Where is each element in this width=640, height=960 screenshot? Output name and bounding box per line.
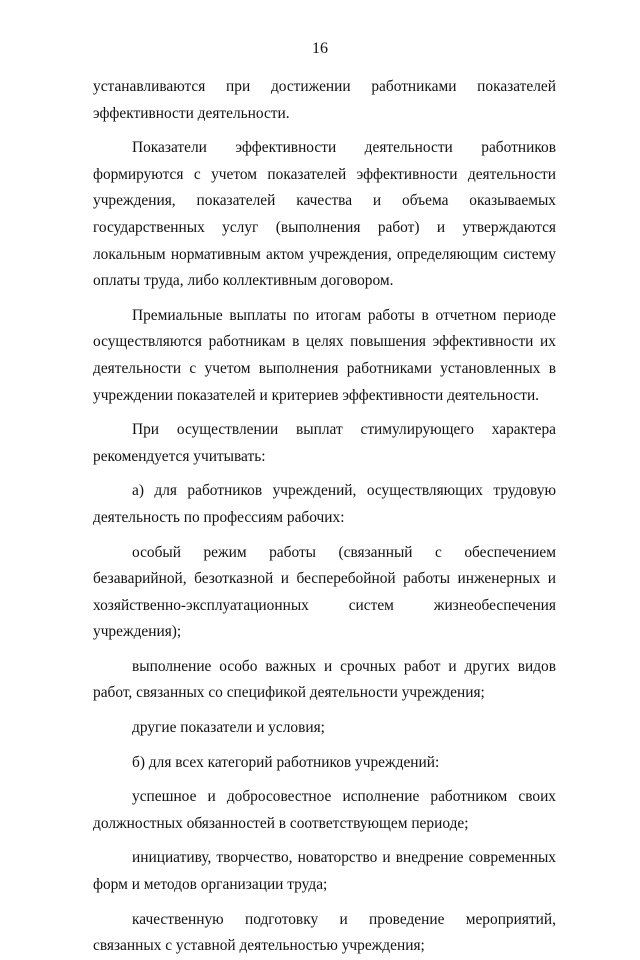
paragraph-urgent-work: выполнение особо важных и срочных работ и других видов работ, связанных со спецификой деятельности учреждения; <box>93 657 556 702</box>
paragraph-events: качественную подготовку и проведение мероприятий, связанных с уставной деятельностью учреждения; <box>93 910 556 955</box>
paragraph-performance-indicators: Показатели эффективности деятельности работников формируются с учетом показателей эффективности деятельности учреждения, показателей качества и объема оказываемых государственных услуг (выполнения работ) и утверждаются локальным нормативным актом учреждения, определяющим систему оплаты труда, либо коллективным договором. <box>93 139 556 290</box>
page-number: 16 <box>312 40 328 57</box>
paragraph-bonus-payments: Премиальные выплаты по итогам работы в отчетном периоде осуществляются работникам в целях повышения эффективности их деятельности с учетом выполнения работниками установленных в учреждении показателей и критериев эффективности деятельности. <box>93 306 556 404</box>
paragraph-item-a: а) для работников учреждений, осуществляющих трудовую деятельность по профессиям рабочих: <box>93 482 556 526</box>
paragraph-continuation: устанавливаются при достижении работниками показателей эффективности деятельности. <box>93 78 556 122</box>
paragraph-successful-performance: успешное и добросовестное исполнение работником своих должностных обязанностей в соответствующем периоде; <box>93 788 556 832</box>
paragraph-initiative: инициативу, творчество, новаторство и внедрение современных форм и методов организации труда; <box>93 849 556 894</box>
paragraph-other-indicators: другие показатели и условия; <box>132 719 325 737</box>
paragraph-special-regime: особый режим работы (связанный с обеспечением безаварийной, безотказной и бесперебойной работы инженерных и хозяйственно-эксплуатационных систем жизнеобеспечения учреждения); <box>93 543 556 641</box>
paragraph-incentive-intro: При осуществлении выплат стимулирующего характера рекомендуется учитывать: <box>93 421 556 465</box>
paragraph-item-b: б) для всех категорий работников учреждений: <box>132 753 440 771</box>
document-body <box>93 74 556 960</box>
